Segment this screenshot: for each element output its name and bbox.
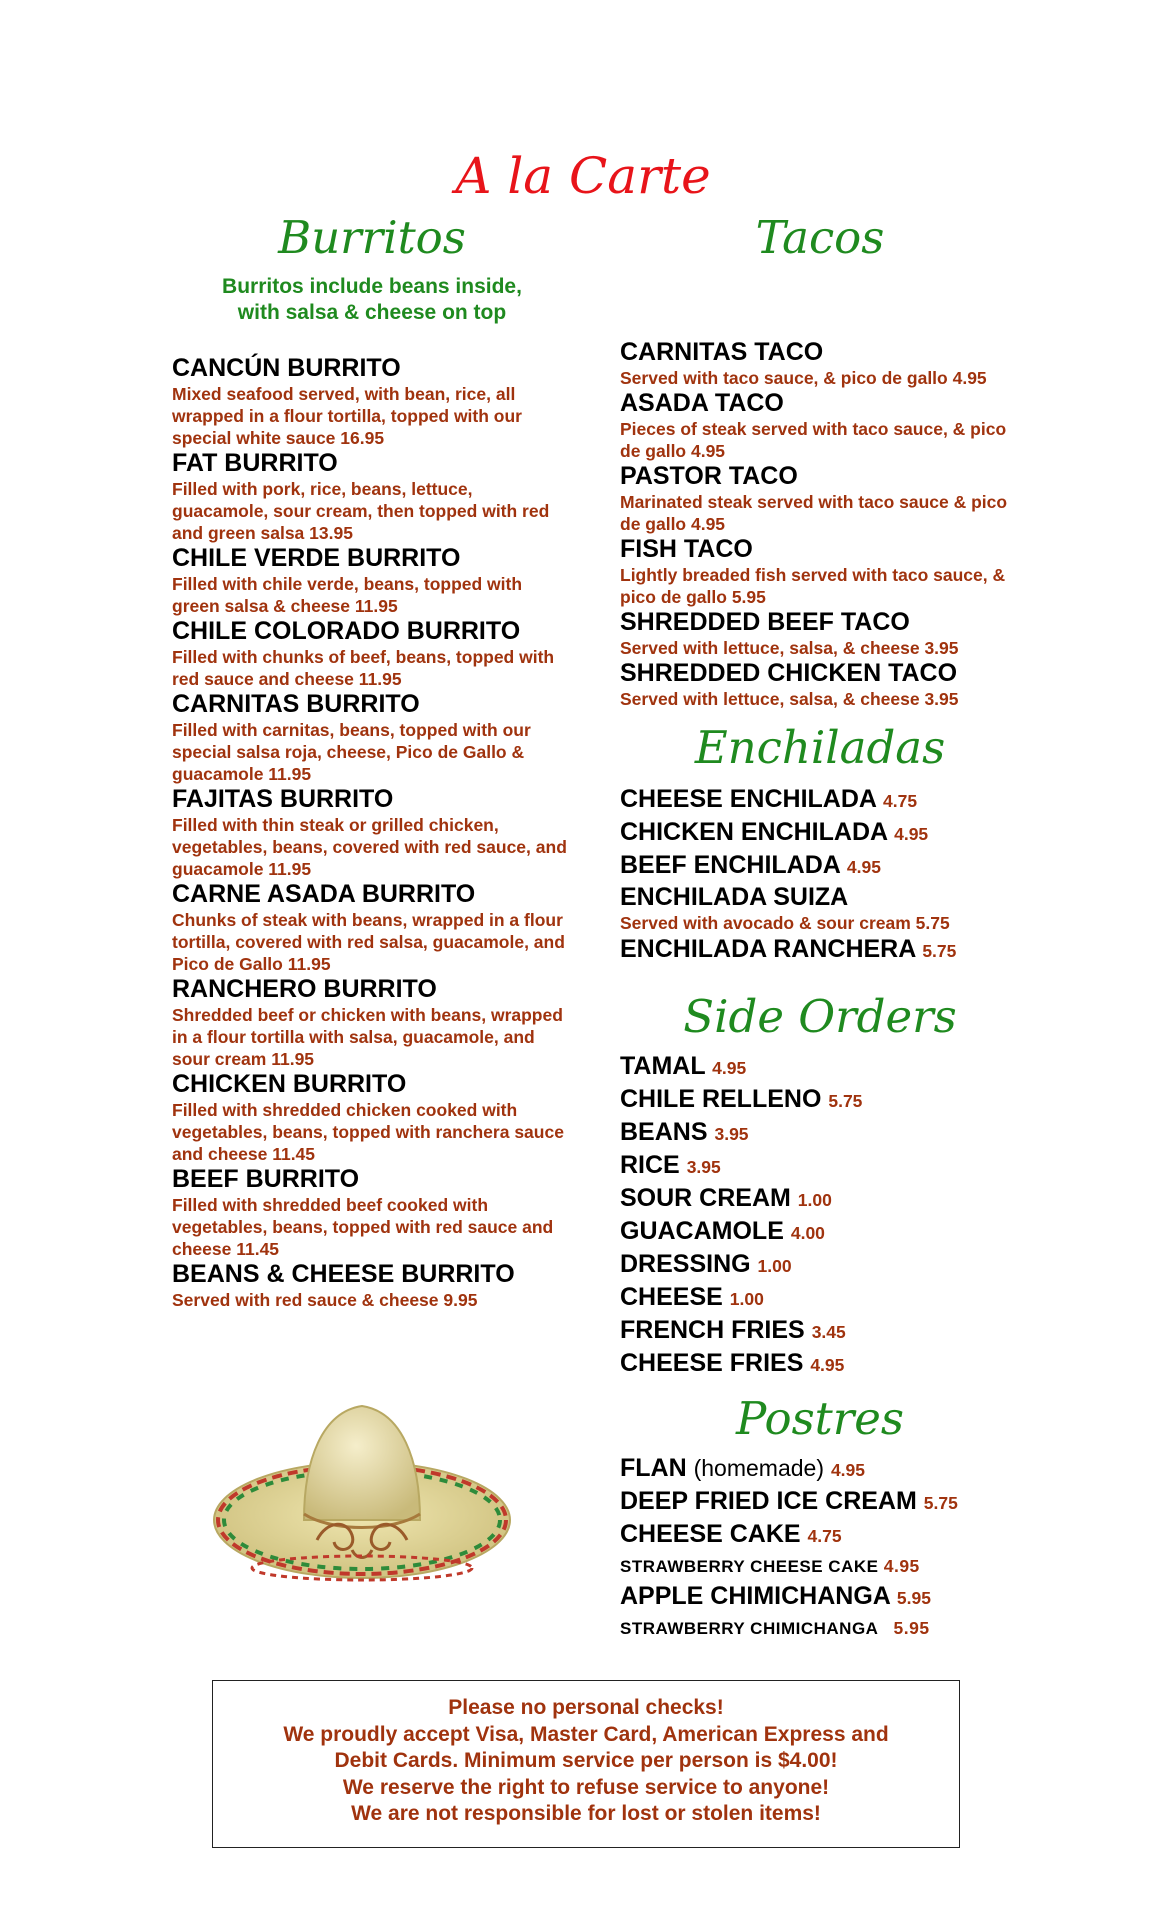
item-name: BEANS & CHEESE BURRITO	[172, 1260, 515, 1288]
item-name: RICE	[620, 1151, 680, 1179]
item-price: 4.95	[712, 1058, 747, 1078]
menu-item	[172, 617, 572, 690]
item-name: CHICKEN ENCHILADA	[620, 818, 888, 846]
item-price: 5.75	[923, 1493, 958, 1513]
item-price: 4.95	[894, 824, 929, 844]
item-description: Filled with pork, rice, beans, lettuce, guacamole, sour cream, then topped with red and green salsa 13.95	[172, 479, 550, 543]
menu-item	[620, 1117, 1020, 1150]
item-price: 3.45	[811, 1322, 846, 1342]
page-title: A la Carte	[455, 147, 711, 205]
item-name: CARNITAS BURRITO	[172, 690, 420, 718]
item-name: BEEF ENCHILADA	[620, 851, 840, 879]
item-name: APPLE CHIMICHANGA	[620, 1582, 890, 1610]
item-description: Filled with shredded beef cooked with vegetables, beans, topped with red sauce and cheese 11.45	[172, 1195, 554, 1259]
item-name: STRAWBERRY CHIMICHANGA	[620, 1619, 878, 1638]
item-price: 3.95	[686, 1157, 721, 1177]
item-price: 5.95	[893, 1618, 930, 1638]
item-name: CARNE ASADA BURRITO	[172, 880, 476, 908]
item-name: BEEF BURRITO	[172, 1165, 360, 1193]
item-name: STRAWBERRY CHEESE CAKE	[620, 1557, 879, 1576]
item-price: 1.00	[729, 1289, 764, 1309]
payment-notice-box	[212, 1680, 960, 1848]
notice-line: We proudly accept Visa, Master Card, American Express and	[283, 1722, 889, 1746]
menu-item	[620, 1453, 1020, 1486]
menu-item	[172, 354, 572, 449]
menu-item	[620, 1581, 1020, 1614]
item-name: SHREDDED CHICKEN TACO	[620, 659, 958, 687]
item-description: Chunks of steak with beans, wrapped in a flour tortilla, covered with red salsa, guacamole, and Pico de Gallo 11.95	[172, 910, 565, 974]
item-name: CANCÚN BURRITO	[172, 354, 401, 382]
menu-item	[620, 1249, 1020, 1282]
item-name: CHEESE	[620, 1283, 723, 1311]
item-price: 5.75	[922, 941, 957, 961]
menu-item	[620, 1282, 1020, 1315]
menu-item	[172, 544, 572, 617]
item-name: ENCHILADA RANCHERA	[620, 935, 916, 963]
menu-item	[620, 1084, 1020, 1117]
enchiladas-heading: Enchiladas	[694, 721, 946, 774]
item-name: FAT BURRITO	[172, 449, 338, 477]
side-orders-heading: Side Orders	[683, 990, 957, 1043]
item-description: Served with lettuce, salsa, & cheese 3.95	[620, 689, 959, 709]
menu-item	[620, 1150, 1020, 1183]
menu-item	[620, 1216, 1020, 1249]
item-description: Lightly breaded fish served with taco sauce, & pico de gallo 5.95	[620, 565, 1006, 607]
menu-item	[172, 880, 572, 975]
burritos-note-line1: Burritos include beans inside,	[222, 275, 522, 298]
menu-item	[172, 1165, 572, 1260]
item-name: CARNITAS TACO	[620, 338, 824, 366]
item-description: Filled with chunks of beef, beans, topped with red sauce and cheese 11.95	[172, 647, 555, 689]
menu-item	[620, 338, 1020, 389]
item-name: DRESSING	[620, 1250, 751, 1278]
item-name: RANCHERO BURRITO	[172, 975, 437, 1003]
menu-item	[172, 975, 572, 1070]
item-price: 4.75	[883, 791, 918, 811]
item-price: 5.75	[828, 1091, 863, 1111]
notice-line: We reserve the right to refuse service to anyone!	[342, 1775, 830, 1799]
menu-item	[620, 659, 1020, 710]
item-name: FLAN	[620, 1454, 687, 1482]
menu-item	[172, 1260, 572, 1311]
burritos-section	[172, 212, 572, 1311]
item-name: CHILE RELLENO	[620, 1085, 822, 1113]
item-description: Served with taco sauce, & pico de gallo 4.95	[620, 368, 987, 388]
item-description: Mixed seafood served, with bean, rice, all wrapped in a flour tortilla, topped with our special white sauce 16.95	[172, 384, 522, 448]
menu-item	[620, 389, 1020, 462]
item-name: TAMAL	[620, 1052, 706, 1080]
menu-item	[620, 850, 1020, 883]
item-price: 4.95	[846, 857, 881, 877]
item-name: ENCHILADA SUIZA	[620, 883, 849, 911]
right-column	[620, 212, 1020, 1643]
item-price: 4.75	[807, 1526, 842, 1546]
item-name: CHICKEN BURRITO	[172, 1070, 407, 1098]
menu-item	[620, 883, 1020, 934]
item-name: CHILE COLORADO BURRITO	[172, 617, 521, 645]
item-description: Filled with shredded chicken cooked with vegetables, beans, topped with ranchera sauce and cheese 11.45	[172, 1100, 564, 1164]
item-description: Marinated steak served with taco sauce & pico de gallo 4.95	[620, 492, 1008, 534]
item-name: CHILE VERDE BURRITO	[172, 544, 461, 572]
menu-item	[172, 690, 572, 785]
item-name: PASTOR TACO	[620, 462, 798, 490]
sombrero-icon	[212, 1390, 512, 1600]
item-description: Served with lettuce, salsa, & cheese 3.95	[620, 638, 959, 658]
item-price: 4.95	[883, 1556, 920, 1576]
item-note: (homemade)	[693, 1455, 824, 1481]
menu-item	[620, 1614, 1020, 1643]
menu-item	[620, 1315, 1020, 1348]
item-price: 4.95	[810, 1355, 845, 1375]
item-name: FRENCH FRIES	[620, 1316, 805, 1344]
burritos-note	[172, 274, 572, 326]
item-price: 4.95	[830, 1460, 866, 1480]
item-name: FISH TACO	[620, 535, 753, 563]
item-price: 4.00	[790, 1223, 825, 1243]
item-description: Pieces of steak served with taco sauce, & pico de gallo 4.95	[620, 419, 1007, 461]
item-name: DEEP FRIED ICE CREAM	[620, 1487, 917, 1515]
menu-item	[620, 1552, 1020, 1581]
burritos-note-line2: with salsa & cheese on top	[237, 301, 507, 324]
item-name: CHEESE ENCHILADA	[620, 785, 877, 813]
item-name: CHEESE CAKE	[620, 1520, 801, 1548]
menu-item	[620, 1348, 1020, 1381]
item-name: SOUR CREAM	[620, 1184, 791, 1212]
item-description: Shredded beef or chicken with beans, wrapped in a flour tortilla with salsa, guacamole, and sour cream 11.95	[172, 1005, 563, 1069]
notice-line: Please no personal checks!	[448, 1696, 724, 1719]
notice-line: We are not responsible for lost or stolen items!	[351, 1802, 821, 1825]
menu-item	[620, 817, 1020, 850]
menu-item	[620, 1051, 1020, 1084]
menu-item	[620, 784, 1020, 817]
item-name: CHEESE FRIES	[620, 1349, 804, 1377]
item-price: 3.95	[714, 1124, 749, 1144]
item-name: BEANS	[620, 1118, 708, 1146]
item-price: 1.00	[757, 1256, 792, 1276]
item-description: Filled with chile verde, beans, topped with green salsa & cheese 11.95	[172, 574, 523, 616]
item-price: 1.00	[797, 1190, 832, 1210]
item-description: Filled with carnitas, beans, topped with our special salsa roja, cheese, Pico de Gallo & guacamole 11.95	[172, 720, 531, 784]
menu-item	[620, 1486, 1020, 1519]
postres-heading: Postres	[736, 1392, 904, 1445]
menu-item	[620, 462, 1020, 535]
tacos-heading: Tacos	[755, 211, 885, 264]
menu-item	[620, 1183, 1020, 1216]
item-name: GUACAMOLE	[620, 1217, 784, 1245]
item-description: Served with avocado & sour cream 5.75	[620, 913, 950, 933]
menu-item	[172, 449, 572, 544]
item-price: 5.95	[896, 1588, 931, 1608]
item-description: Served with red sauce & cheese 9.95	[172, 1290, 478, 1310]
menu-item	[172, 1070, 572, 1165]
notice-line: Debit Cards. Minimum service per person is $4.00!	[334, 1749, 838, 1772]
item-description: Filled with thin steak or grilled chicken, vegetables, beans, covered with red sauce, and guacamole 11.95	[172, 815, 567, 879]
item-name: FAJITAS BURRITO	[172, 785, 394, 813]
menu-item	[172, 785, 572, 880]
item-name: SHREDDED BEEF TACO	[620, 608, 910, 636]
item-name: ASADA TACO	[620, 389, 784, 417]
burritos-heading: Burritos	[278, 211, 466, 264]
menu-item	[620, 1519, 1020, 1552]
menu-item	[620, 535, 1020, 608]
menu-item	[620, 934, 1020, 967]
menu-item	[620, 608, 1020, 659]
